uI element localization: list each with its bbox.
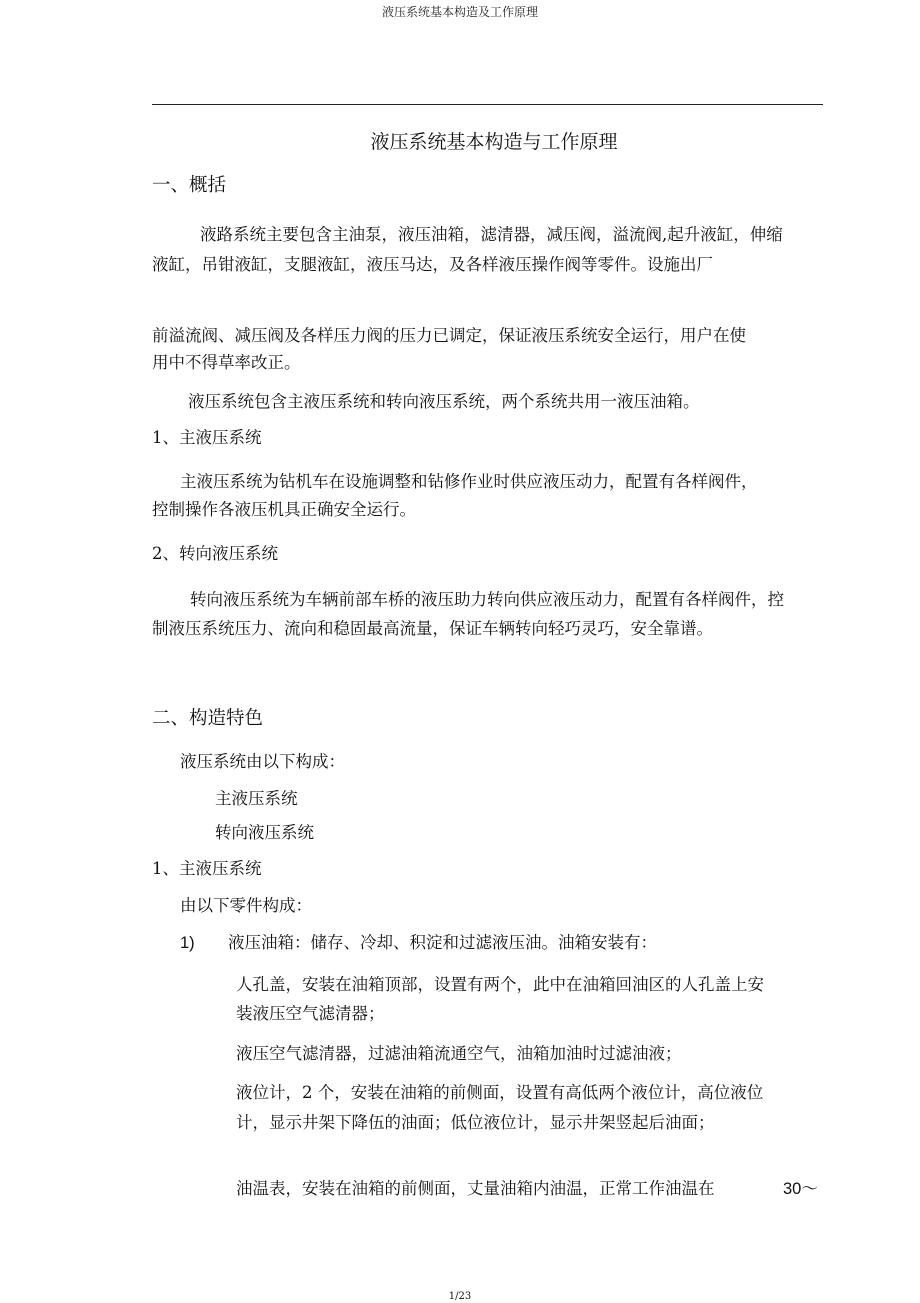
list-number: 1) [180,934,195,952]
section-heading-structure: 二、构造特色 [152,708,264,729]
subheading-main-hydraulic: 1、主液压系统 [152,859,262,878]
detail-line: 计，显示井架下降伍的油面；低位液位计，显示井架竖起后油面； [236,1113,715,1132]
paragraph-line: 制液压系统压力、流向和稳固最高流量，保证车辆转向轻巧灵巧，安全靠谱。 [152,619,713,638]
detail-line: 装液压空气滤清器； [236,1004,385,1023]
detail-line: 液位计，2 个，安装在油箱的前侧面，设置有高低两个液位计，高位液位 [236,1083,764,1102]
section-heading-overview: 一、概括 [152,175,227,196]
list-item: 转向液压系统 [215,823,314,842]
detail-line: 人孔盖，安装在油箱顶部，设置有两个，此中在油箱回油区的人孔盖上安 [236,975,764,994]
paragraph-line: 前溢流阀、减压阀及各样压力阀的压力已调定，保证液压系统安全运行，用户在使 [152,326,746,345]
paragraph-line: 转向液压系统为车辆前部车桥的液压助力转向供应液压动力，配置有各样阀件，控 [190,590,784,609]
list-item: 主液压系统 [215,789,298,808]
paragraph-line: 控制操作各液压机具正确安全运行。 [152,500,416,519]
paragraph-line: 液压系统由以下构成： [180,752,345,771]
subheading-main-hydraulic: 1、主液压系统 [152,428,262,447]
list-item: 液压油箱：储存、冷却、积淀和过滤液压油。油箱安装有： [228,933,657,952]
paragraph-line: 主液压系统为钻机车在设施调整和钻修作业时供应液压动力，配置有各样阀件， [180,472,758,491]
page-header: 液压系统基本构造及工作原理 [381,5,538,19]
page-number: 1/23 [448,1291,472,1302]
document-title: 液压系统基本构造与工作原理 [370,131,618,153]
paragraph-line: 液压系统包含主液压系统和转向液压系统，两个系统共用一液压油箱。 [188,392,700,411]
paragraph-line: 液缸，吊钳液缸，支腿液缸，液压马达，及各样液压操作阀等零件。设施出厂 [152,255,713,274]
detail-line: 油温表，安装在油箱的前侧面，丈量油箱内油温，正常工作油温在 [236,1179,715,1198]
detail-line: 液压空气滤清器，过滤油箱流通空气，油箱加油时过滤油液； [236,1044,682,1063]
paragraph-line: 用中不得草率改正。 [152,353,301,372]
subheading-steering-hydraulic: 2、转向液压系统 [152,544,278,563]
header-rule [152,104,823,105]
temperature-value: 30～ [783,1180,818,1198]
paragraph-line: 液路系统主要包含主油泵，液压油箱，滤清器，减压阀，溢流阀,起升液缸，伸缩 [200,225,783,244]
paragraph-line: 由以下零件构成： [180,896,312,915]
